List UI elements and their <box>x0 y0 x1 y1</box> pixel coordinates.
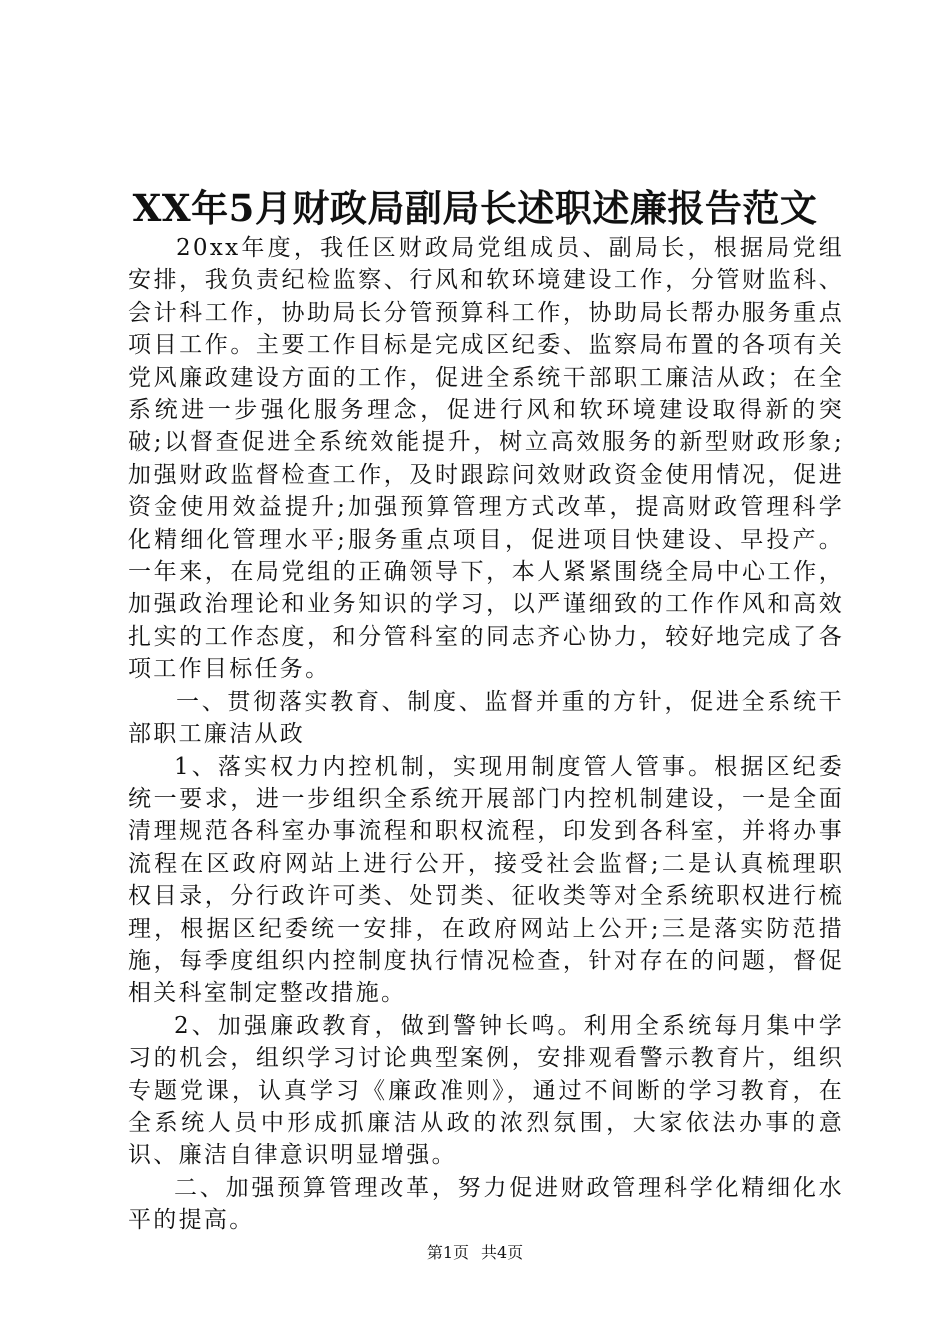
paragraph-item-1: 1、落实权力内控机制，实现用制度管人管事。根据区纪委统一要求，进一步组织全系统开展部门内控机制建设，一是全面清理规范各科室办事流程和职权流程，印发到各科室，并将办事流程在区政府网站上进行公开，接受社会监督;二是认真梳理职权目录，分行政许可类、处罚类、征收类等对全系统职权进行梳理，根据区纪委统一安排，在政府网站上公开;三是落实防范措施，每季度组织内控制度执行情况检查，针对存在的问题，督促相关科室制定整改措施。 <box>128 753 844 1007</box>
page-footer <box>0 1243 950 1263</box>
document-body <box>128 232 844 1237</box>
section-heading-2: 二、加强预算管理改革，努力促进财政管理科学化精细化水平的提高。 <box>128 1174 844 1234</box>
page-number-total: 共4页 <box>481 1243 524 1262</box>
paragraph-item-2: 2、加强廉政教育，做到警钟长鸣。利用全系统每月集中学习的机会，组织学习讨论典型案例，安排观看警示教育片，组织专题党课，认真学习《廉政准则》，通过不间断的学习教育，在全系统人员中形成抓廉洁从政的浓烈氛围，大家依法办事的意识、廉洁自律意识明显增强。 <box>128 1012 844 1169</box>
page-number-current: 第1页 <box>426 1243 469 1262</box>
document-title: XX年5月财政局副局长述职述廉报告范文 <box>132 186 818 230</box>
section-heading-1: 一、贯彻落实教育、制度、监督并重的方针，促进全系统干部职工廉洁从政 <box>128 688 844 748</box>
paragraph-intro: 20xx年度，我任区财政局党组成员、副局长，根据局党组安排，我负责纪检监察、行风和软环境建设工作，分管财监科、会计科工作，协助局长分管预算科工作，协助局长帮办服务重点项目工作。主要工作目标是完成区纪委、监察局布置的各项有关党风廉政建设方面的工作，促进全系统干部职工廉洁从政；在全系统进一步强化服务理念，促进行风和软环境建设取得新的突破;以督查促进全系统效能提升，树立高效服务的新型财政形象;加强财政监督检查工作，及时跟踪问效财政资金使用情况，促进资金使用效益提升;加强预算管理方式改革，提高财政管理科学化精细化管理水平;服务重点项目，促进项目快建设、早投产。一年来，在局党组的正确领导下，本人紧紧围绕全局中心工作，加强政治理论和业务知识的学习，以严谨细致的工作作风和高效扎实的工作态度，和分管科室的同志齐心协力，较好地完成了各项工作目标任务。 <box>128 235 844 683</box>
